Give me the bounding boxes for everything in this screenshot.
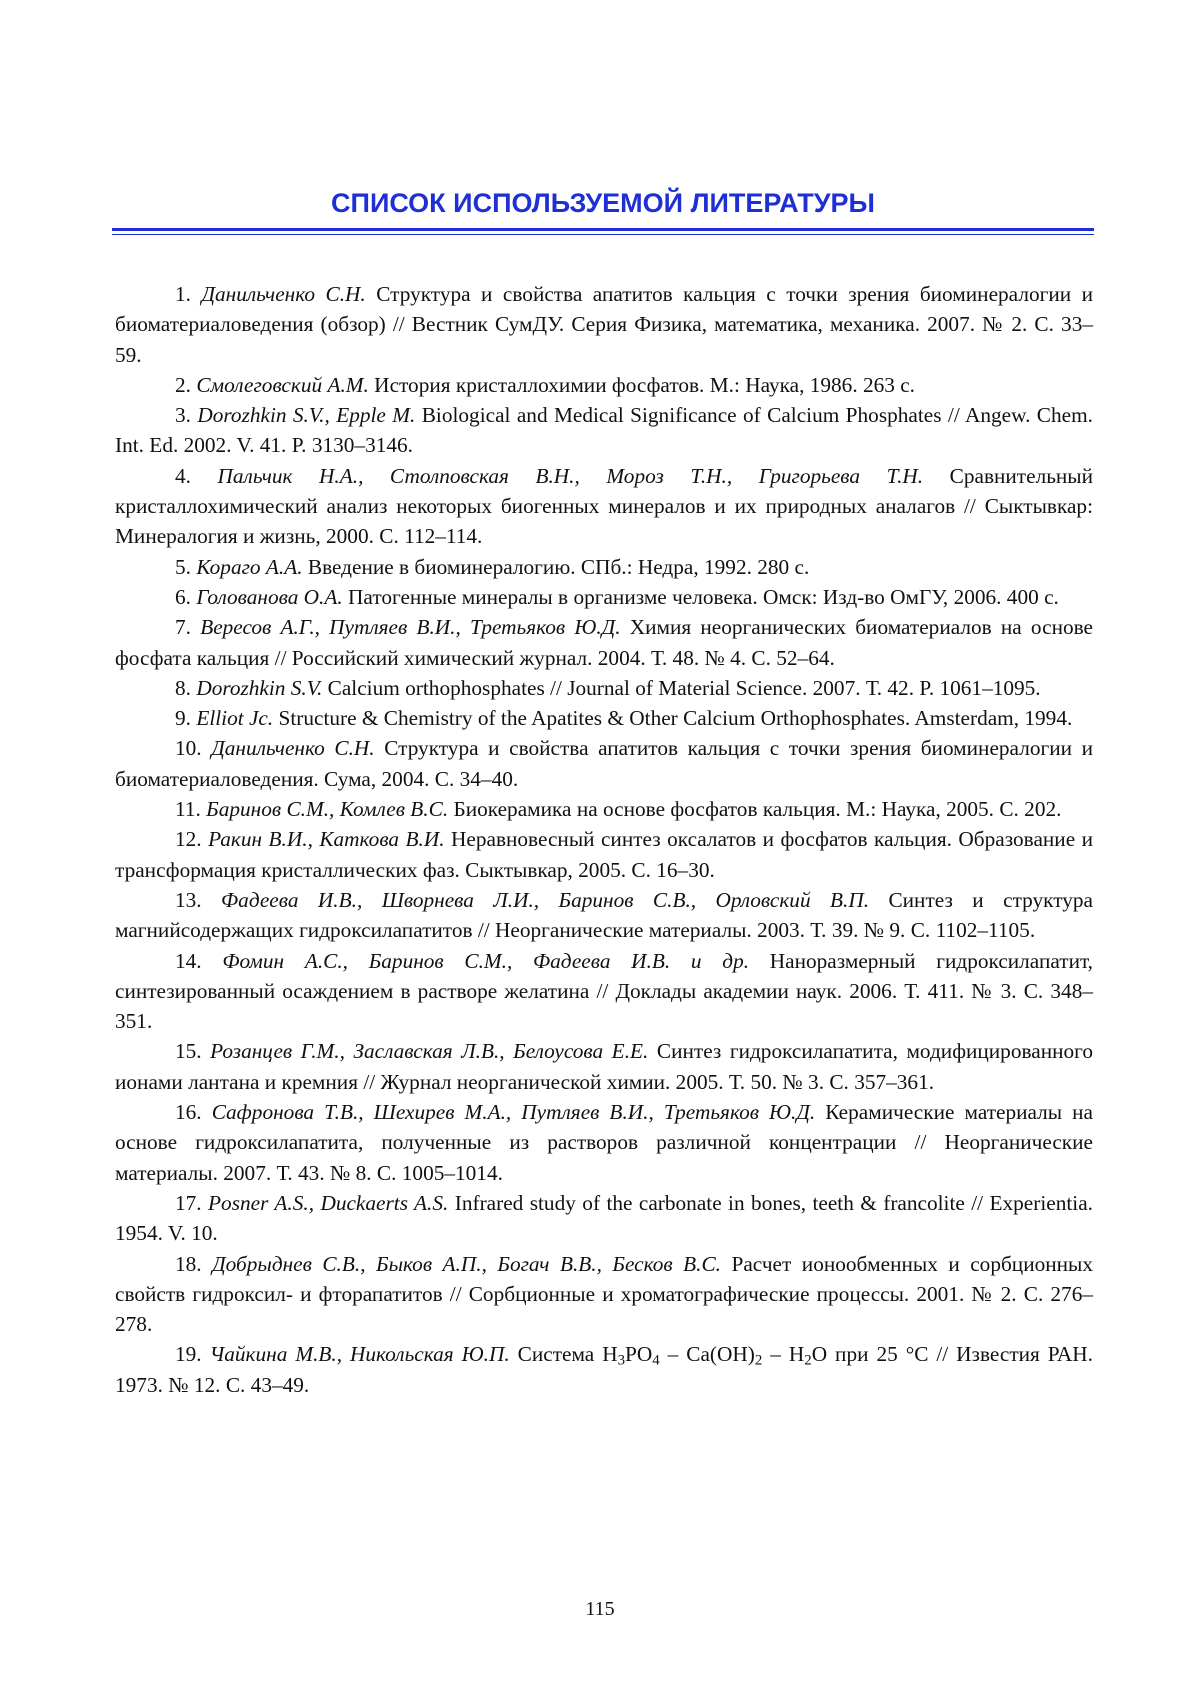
reference-number: 6. [175,584,191,609]
reference-authors: Кораго А.А. [196,554,303,579]
reference-text: История кристаллохимии фосфатов. М.: Наука, 1986. 263 с. [368,372,916,397]
reference-number: 7. [175,615,191,640]
reference-list [115,279,1093,1400]
title-underline-thin [112,234,1094,235]
reference-number: 9. [175,706,191,731]
reference-number: 12. [175,827,202,852]
reference-authors: Розанцев Г.М., Заславская Л.В., Белоусова Е.Е. [210,1039,649,1064]
reference-authors: Голованова О.А. [196,584,343,609]
reference-text: Введение в биоминералогию. СПб.: Недра, 1992. 280 с. [302,554,810,579]
page-number: 115 [585,1598,615,1620]
reference-authors: Баринов С.М., Комлев В.С. [206,797,449,822]
reference-item [115,733,1093,794]
reference-number: 2. [175,372,191,397]
reference-authors: Пальчик Н.А., Столповская В.Н., Мороз Т.Н., Григорьева Т.Н. [217,463,924,488]
reference-number: 18. [175,1251,202,1276]
reference-text: PO [625,1342,653,1367]
reference-number: 14. [175,948,202,973]
reference-authors: Фомин А.С., Баринов С.М., Фадеева И.В. и др. [222,948,750,973]
reference-authors: Смолеговский А.М. [196,372,369,397]
reference-item [115,552,1093,582]
reference-item [115,1036,1093,1097]
formula-subscript: 3 [617,1353,626,1370]
reference-item [115,703,1093,733]
reference-item [115,1097,1093,1188]
formula-subscript: 4 [652,1353,660,1370]
reference-item [115,794,1093,824]
reference-number: 15. [175,1039,202,1064]
reference-text: Керамические материалы на основе гидроксилапатита, полученные из растворов различной концентрации // Неорганические материалы. 2007. Т. 43. № 8. С. 1005–1014. [115,1100,1094,1185]
reference-text: Патогенные минералы в организме человека. Омск: Изд-во ОмГУ, 2006. 400 с. [342,584,1059,609]
reference-authors: Dorozhkin S.V., Epple M. [197,403,416,428]
reference-text: Неравновесный синтез оксалатов и фосфатов кальция. Образование и трансформация кристаллических фаз. Сыктывкар, 2005. С. 16–30. [115,827,1093,882]
reference-text: Структура и свойства апатитов кальция с точки зрения биоминералогии и биоматериаловедения (обзор) // Вестник СумДУ. Серия Физика, математика, механика. 2007. № 2. С. 33–59. [115,282,1093,367]
reference-number: 3. [175,403,191,428]
reference-authors: Данильченко С.Н. [201,282,366,306]
reference-number: 17. [175,1190,202,1215]
reference-item [115,461,1093,552]
reference-authors: Dorozhkin S.V. [196,675,323,700]
reference-item [115,400,1093,461]
formula-subscript: 2 [754,1353,763,1370]
reference-number: 16. [175,1100,202,1125]
reference-text: Calcium orthophosphates // Journal of Material Science. 2007. Т. 42. P. 1061–1095. [322,675,1041,700]
reference-authors: Posner A.S., Duckaerts A.S. [208,1190,449,1215]
reference-number: 4. [175,463,191,488]
reference-text: Сравнительный кристаллохимический анализ некоторых биогенных минералов и их природных аналагов // Сыктывкар: Минералогия и жизнь, 2000. С. 112–114. [115,463,1094,549]
reference-item [115,370,1093,400]
reference-authors: Фадеева И.В., Шворнева Л.И., Баринов С.В., Орловский В.П. [221,887,870,912]
reference-text: Наноразмерный гидроксилапатит, синтезированный осаждением в растворе желатина // Доклады академии наук. 2006. Т. 411. № 3. С. 348–351. [115,948,1093,1034]
reference-authors: Ракин В.И., Каткова В.И. [208,827,445,852]
reference-text: Химия неорганических биоматериалов на основе фосфата кальция // Российский химический журнал. 2004. Т. 48. № 4. С. 52–64. [115,615,1093,670]
reference-number: 8. [175,675,191,700]
reference-authors: Elliot Jc. [196,706,274,731]
reference-text: – H [762,1342,805,1367]
reference-number: 10. [175,736,202,761]
reference-authors: Вересов А.Г., Путляев В.И., Третьяков Ю.Д. [200,615,621,640]
reference-text: Биокерамика на основе фосфатов кальция. М.: Наука, 2005. С. 202. [448,797,1062,822]
reference-number: 5. [175,554,191,579]
reference-number: 13. [175,887,202,912]
reference-text: Biological and Medical Significance of Calcium Phosphates // Angew. Chem. Int. Ed. 2002. V. 41. P. 3130–3146. [115,403,1093,458]
reference-authors: Сафронова Т.В., Шехирев М.А., Путляев В.И., Третьяков Ю.Д. [211,1100,816,1125]
reference-text: Infrared study of the carbonate in bones, teeth & francolite // Experientia. 1954. V. 10. [115,1190,1093,1246]
reference-authors: Данильченко С.Н. [211,736,375,761]
page-title: СПИСОК ИСПОЛЬЗУЕМОЙ ЛИТЕРАТУРЫ [331,188,875,218]
reference-item [115,1249,1093,1340]
reference-item [115,673,1093,703]
reference-authors: Добрыднев С.В., Быков А.П., Богач В.В., Бесков В.С. [212,1251,722,1276]
reference-number: 11. [175,797,201,822]
reference-text: Структура и свойства апатитов кальция с точки зрения биоминералогии и биоматериаловедения. Сума, 2004. С. 34–40. [115,736,1093,791]
reference-item [115,885,1093,946]
reference-item [115,582,1093,612]
reference-text: Синтез гидроксилапатита, модифицированного ионами лантана и кремния // Журнал неорганической химии. 2005. Т. 50. № 3. С. 357–361. [115,1039,1093,1094]
reference-text: Система H [509,1342,618,1367]
reference-item [115,824,1093,885]
reference-text: Синтез и структура магнийсодержащих гидроксилапатитов // Неорганические материалы. 2003. Т. 39. № 9. С. 1102–1105. [115,887,1093,943]
title-underline-thick [112,228,1094,231]
formula-subscript: 2 [804,1353,812,1370]
reference-item [115,1339,1093,1400]
reference-authors: Чайкина М.В., Никольская Ю.П. [209,1342,510,1367]
reference-text: Structure & Chemistry of the Apatites & Other Calcium Orthophosphates. Amsterdam, 1994. [273,706,1073,731]
reference-item [115,1188,1093,1249]
reference-text: Расчет ионообменных и сорбционных свойств гидроксил- и фторапатитов // Сорбционные и хроматографические процессы. 2001. № 2. С. 276–278. [115,1251,1093,1337]
reference-number: 1. [175,282,191,306]
reference-number: 19. [175,1342,202,1367]
reference-item [115,279,1093,370]
reference-text: O при 25 °С // Известия РАН. 1973. № 12. С. 43–49. [115,1342,1093,1397]
reference-text: – Ca(OH) [659,1342,755,1367]
reference-item [115,612,1093,673]
reference-item [115,946,1093,1037]
